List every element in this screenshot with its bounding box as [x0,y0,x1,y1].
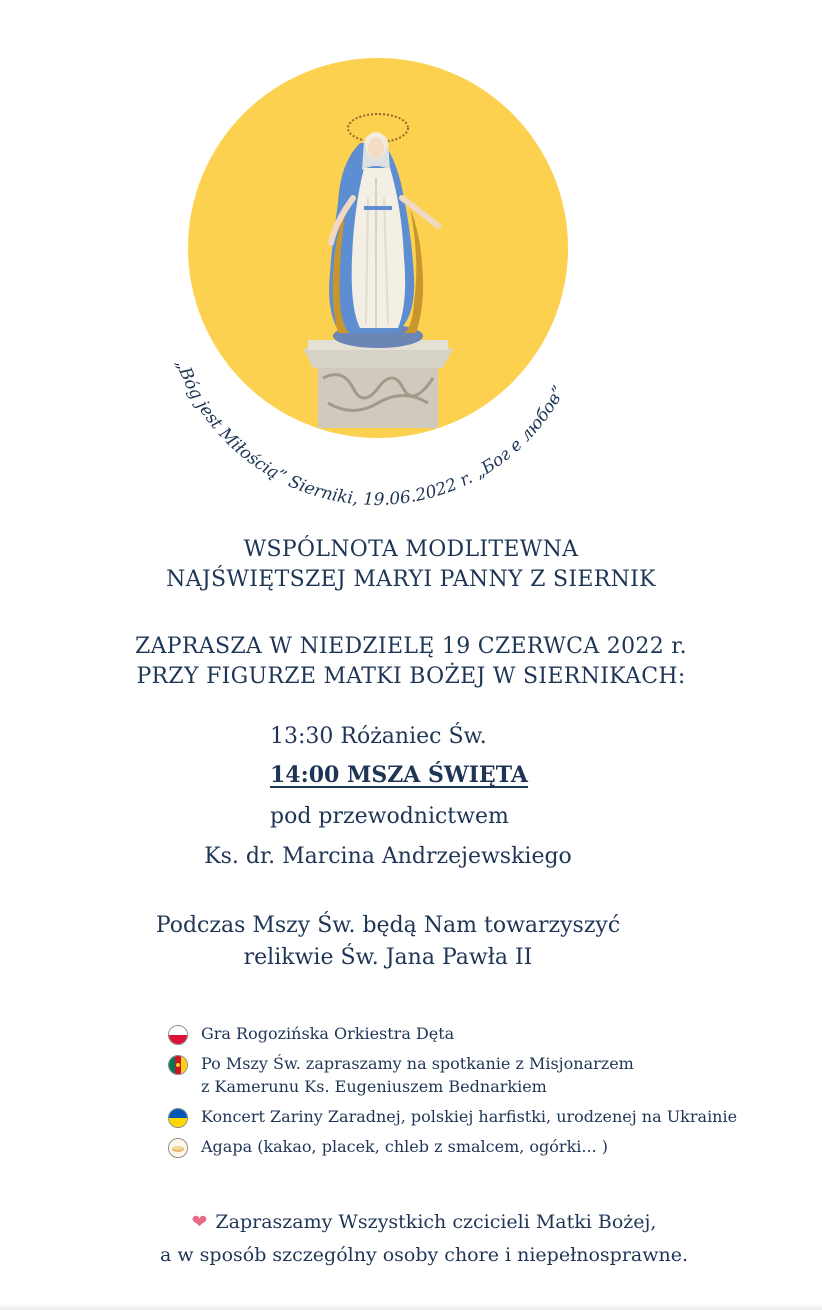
note-text: Koncert Zariny Zaradnej, polskiej harfistki, urodzenej na Ukrainie [201,1107,738,1126]
mass-time: 14:00 MSZA ŚWIĘTA [270,762,528,788]
closing-message [0,1206,822,1272]
organizer-heading [0,535,822,595]
heart-icon: ❤ [191,1211,208,1233]
closing-text-1: Zapraszamy Wszystkich czcicieli Matki Bożej, [215,1211,657,1233]
organizer-line-1: WSPÓLNOTA MODLITEWNA [243,537,579,562]
list-item [168,1135,737,1158]
priest-name: Ks. dr. Marcina Andrzejewskiego [204,844,572,869]
cameroon-flag-icon [168,1055,188,1075]
note-text-continued: z Kamerunu Ks. Eugeniuszem Bednarkiem [201,1077,547,1096]
svg-text:„Bóg jest Miłością” Sierniki, [171,357,569,510]
arc-caption [0,0,822,520]
closing-text-2: a w sposób szczególny osoby chore i niepełnosprawne. [159,1244,689,1266]
presided-by: pod przewodnictwem [270,804,509,829]
invitation-heading [0,632,822,692]
arc-caption-text: „Bóg jest Miłością” Sierniki, 19.06.2022 r. „Бог е любов” [171,356,570,510]
relics-note [0,910,776,974]
notes-list [168,1022,737,1165]
relics-line-2: relikwie Św. Jana Pawła II [243,945,533,970]
list-item [168,1052,737,1098]
list-item [168,1022,737,1045]
invitation-line-1: ZAPRASZA W NIEDZIELĘ 19 CZERWCA 2022 r. [135,634,687,659]
note-text: Po Mszy Św. zapraszamy na spotkanie z Misjonarzem [201,1054,634,1073]
relics-line-1: Podczas Mszy Św. będą Nam towarzyszyć [155,913,621,938]
closing-line-1 [0,1206,822,1239]
rosary-time: 13:30 Różaniec Św. [270,724,487,749]
list-item [168,1105,737,1128]
food-plate-icon [168,1138,188,1158]
organizer-line-2: NAJŚWIĘTSZEJ MARYI PANNY Z SIERNIK [166,567,656,592]
ukraine-flag-icon [168,1108,188,1128]
note-text: Agapa (kakao, placek, chleb z smalcem, ogórki... ) [201,1137,608,1156]
bottom-shadow [0,1303,822,1310]
invitation-line-2: PRZY FIGURZE MATKI BOŻEJ W SIERNIKACH: [136,664,686,689]
note-text: Gra Rogozińska Orkiestra Dęta [201,1024,455,1043]
poland-flag-icon [168,1025,188,1045]
